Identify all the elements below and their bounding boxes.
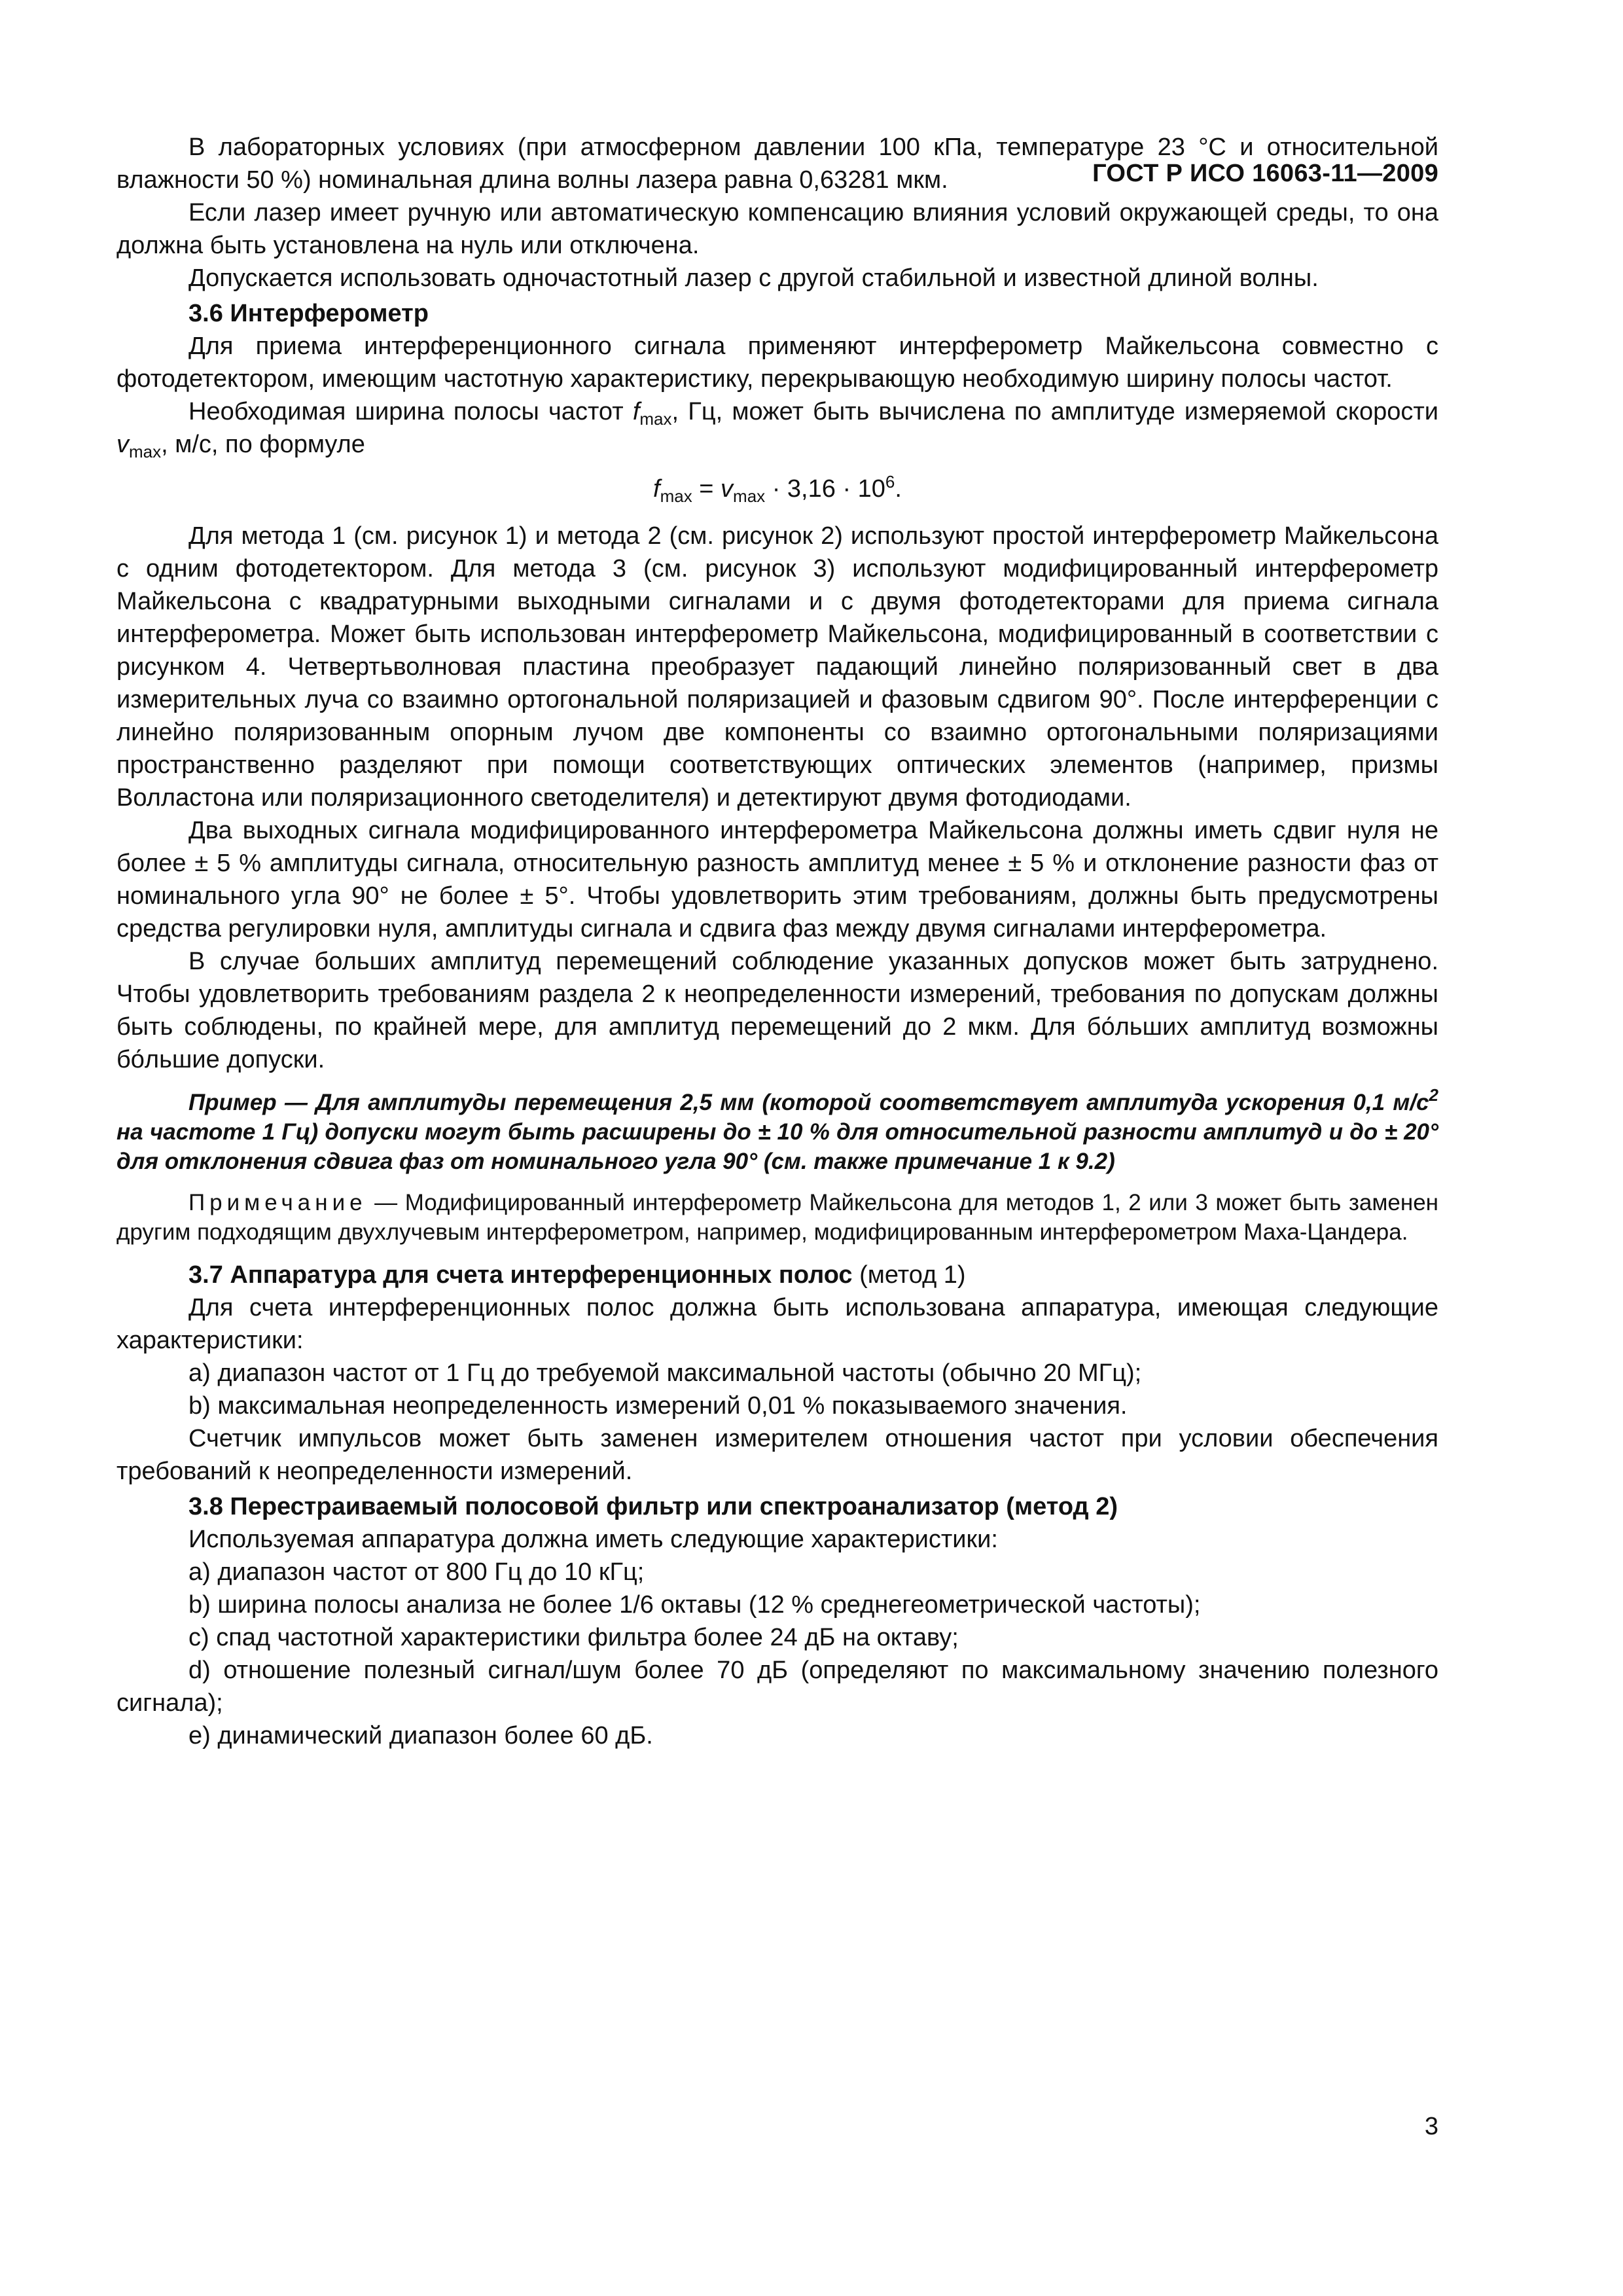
note-label: Примечание: [188, 1190, 367, 1215]
standard-designation: ГОСТ Р ИСО 16063-11—2009: [1092, 160, 1438, 187]
section-heading-3-7: 3.7 Аппаратура для счета интерференционных полос (метод 1): [188, 1261, 966, 1289]
document-body: [116, 131, 1438, 1752]
section-heading-3-6: 3.6 Интерферометр: [188, 300, 429, 327]
list-item: e) динамический диапазон более 60 дБ.: [188, 1722, 653, 1749]
paragraph-single-frequency-laser: Допускается использовать одночастотный лазер с другой стабильной и известной длиной волны.: [188, 264, 1319, 292]
note-block: Примечание — Модифицированный интерферометр Майкельсона для методов 1, 2 или 3 может быть заменен другим подходящим двухлучевым интерферометром, например, модифицированным интерферометром Маха-Цандера.: [116, 1190, 1438, 1245]
example-block: Пример — Для амплитуды перемещения 2,5 мм (которой соответствует амплитуда ускорения 0,1 $м/с^2$ на частоте 1 Гц) допуски могут быть расширены до ± 10 % для относительной разности амплитуд и до ± 20° для отклонения сдвига фаз от номинального угла 90° (см. также примечание 1 к 9.2): [116, 1085, 1438, 1174]
list-item: a) диапазон частот от 800 Гц до 10 кГц;: [188, 1558, 645, 1586]
paragraph-pulse-counter: Счетчик импульсов может быть заменен измерителем отношения частот при условии обеспечения требований к неопределенности измерений.: [116, 1425, 1438, 1485]
paragraph-laser-conditions: В лабораторных условиях (при атмосферном давлении 100 кПа, температуре 23 °C и относительной влажности 50 %) номинальная длина волны лазера равна 0,63281 мкм.: [116, 134, 1438, 194]
list-item: b) ширина полосы анализа не более 1/6 октавы (12 % среднегеометрической частоты);: [188, 1591, 1201, 1619]
list-item: d) отношение полезный сигнал/шум более 70 дБ (определяют по максимальному значению полезного сигнала);: [116, 1657, 1438, 1717]
list-item: a) диапазон частот от 1 Гц до требуемой максимальной частоты (обычно 20 МГц);: [188, 1359, 1142, 1387]
paragraph-bandwidth: Необходимая ширина полосы частот $f_{max}$, Гц, может быть вычислена по амплитуде измеряемой скорости $v_{max}$, м/с, по формуле: [116, 398, 1438, 461]
list-item: b) максимальная неопределенность измерений 0,01 % показываемого значения.: [188, 1392, 1128, 1420]
page-number: 3: [1424, 2113, 1438, 2140]
paragraph-interferometer-intro: Для приема интерференционного сигнала применяют интерферометр Майкельсона совместно с фотодетектором, имеющим частотную характеристику, перекрывающую необходимую ширину полосы частот.: [116, 332, 1438, 393]
paragraph-methods: Для метода 1 (см. рисунок 1) и метода 2 (см. рисунок 2) используют простой интерферометр Майкельсона с одним фотодетектором. Для метода 3 (см. рисунок 3) используют модифицированный интерферометр Майкельсона с квадратурными выходными сигналами и с двумя фотодетекторами для приема сигнала интерферометра. Может быть использован интерферометр Майкельсона, модифицированный в соответствии с рисунком 4. Четвертьволновая пластина преобразует падающий линейно поляризованный свет в два измерительных луча со взаимно ортогональной поляризацией и фазовым сдвигом 90°. После интерференции с линейно поляризованным опорным лучом две компоненты со взаимно ортогональными поляризациями пространственно разделяют при помощи соответствующих оптических элементов (например, призмы Волластона или поляризационного светоделителя) и детектируют двумя фотодиодами.: [116, 522, 1438, 812]
paragraph-large-amplitudes: В случае больших амплитуд перемещений соблюдение указанных допусков может быть затруднено. Чтобы удовлетворить требованиям раздела 2 к неопределенности измерений, требования по допускам должны быть соблюдены, по крайней мере, для амплитуд перемещений до 2 мкм. Для бо́льших амплитуд возможны бо́льшие допуски.: [116, 948, 1438, 1073]
section-heading-3-8: 3.8 Перестраиваемый полосовой фильтр или спектроанализатор (метод 2): [188, 1493, 1118, 1520]
list-item: c) спад частотной характеристики фильтра более 24 дБ на октаву;: [188, 1624, 959, 1651]
paragraph-laser-compensation: Если лазер имеет ручную или автоматическую компенсацию влияния условий окружающей среды, то она должна быть установлена на нуль или отключена.: [116, 199, 1438, 259]
bandwidth-formula: $f_{max} = v_{max} \cdot 3,16 \cdot 10^6$.: [653, 472, 902, 506]
paragraph-equipment: Используемая аппаратура должна иметь следующие характеристики:: [188, 1526, 998, 1553]
paragraph-output-signals: Два выходных сигнала модифицированного интерферометра Майкельсона должны иметь сдвиг нуля не более ± 5 % амплитуды сигнала, относительную разность амплитуд менее ± 5 % и отклонение разности фаз от номинального угла 90° не более ± 5°. Чтобы удовлетворить этим требованиям, должны быть предусмотрены средства регулировки нуля, амплитуды сигнала и сдвига фаз между двумя сигналами интерферометра.: [116, 817, 1438, 942]
paragraph-fringe-counting: Для счета интерференционных полос должна быть использована аппаратура, имеющая следующие характеристики:: [116, 1294, 1438, 1354]
